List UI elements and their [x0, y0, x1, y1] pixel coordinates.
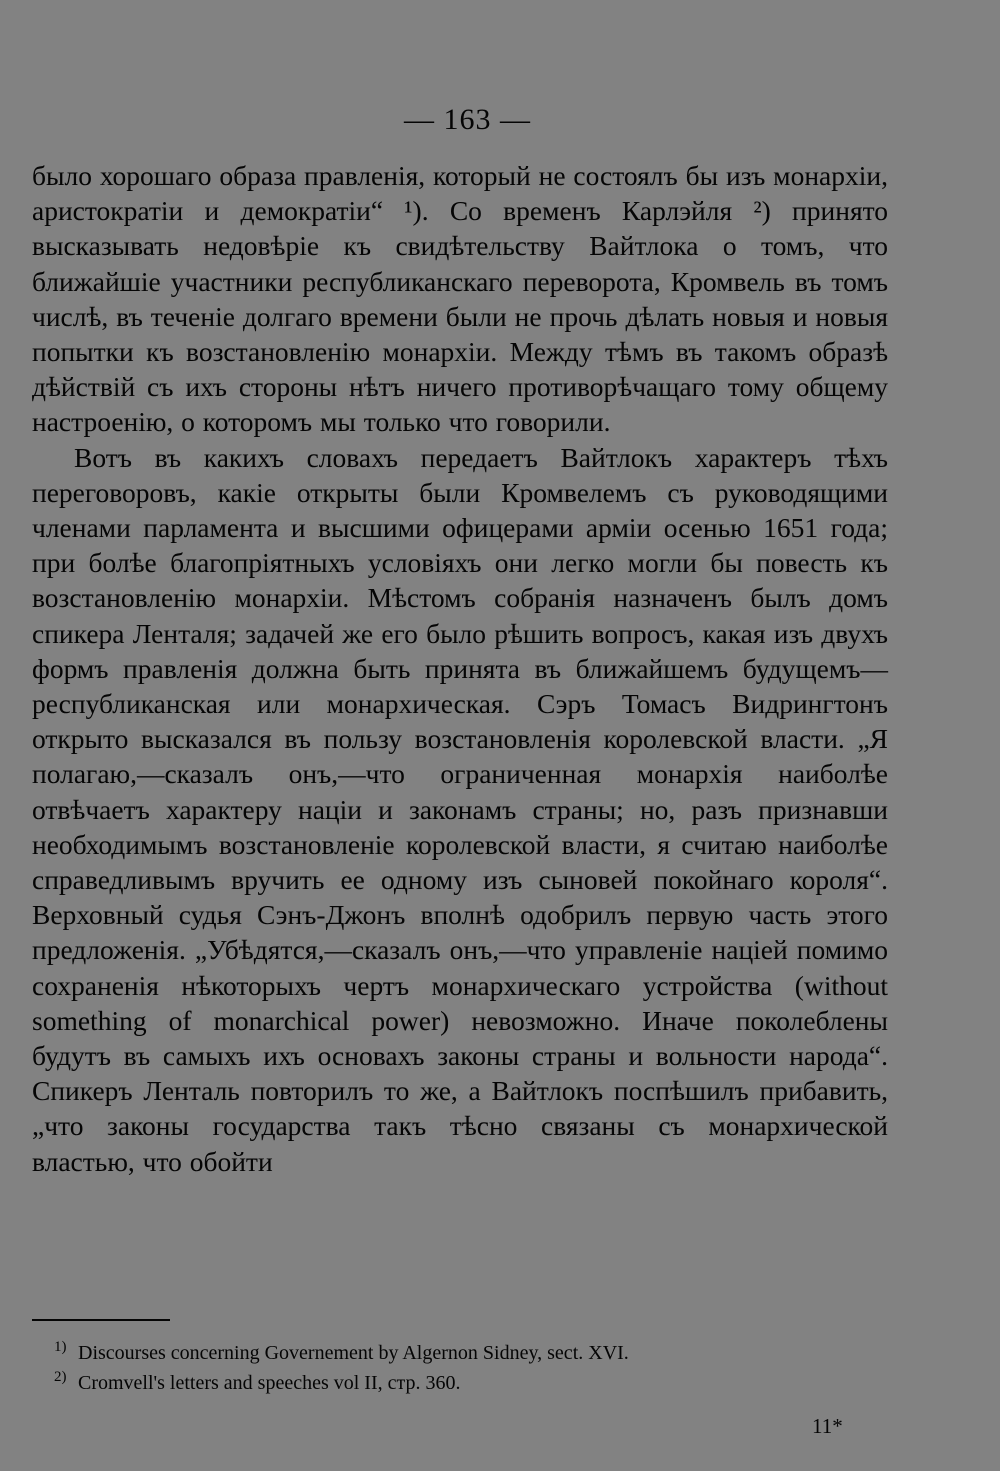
footnote-mark: 1)	[54, 1339, 67, 1355]
signature-mark: 11*	[812, 1414, 843, 1438]
page-number: — 163 —	[404, 103, 531, 136]
footnote-divider	[32, 1319, 170, 1321]
footnotes	[54, 1338, 878, 1398]
footnote-text: Cromvell's letters and speeches vol II, стр. 360.	[78, 1372, 461, 1394]
main-text	[32, 158, 888, 1179]
footnote-text: Discourses concerning Governement by Algernon Sidney, sect. XVI.	[78, 1342, 629, 1364]
footnote-mark: 2)	[54, 1369, 67, 1385]
paragraph-continued: было хорошаго образа правленія, который не состоялъ бы изъ монархіи, аристократіи и демократіи“ ¹). Со временъ Карлэйля ²) принято высказывать недовѣріе къ свидѣтельству Вайтлока о томъ, что ближайшіе участники республиканскаго переворота, Кромвель въ томъ числѣ, въ теченіе долгаго времени были не прочь дѣлать новыя и новыя попытки къ возстановленію монархіи. Между тѣмъ въ такомъ образѣ дѣйствій съ ихъ стороны нѣтъ ничего противорѣчащаго тому общему настроенію, о которомъ мы только что говорили.	[32, 160, 888, 438]
footnote-item	[54, 1368, 878, 1398]
paragraph: Вотъ въ какихъ словахъ передаетъ Вайтлокъ характеръ тѣхъ переговоровъ, какіе открыты были Кромвелемъ съ руководящими членами парламента и высшими офицерами арміи осенью 1651 года; при болѣе благопріятныхъ условіяхъ они легко могли бы повесть къ возстановленію монархіи. Мѣстомъ собранія назначенъ былъ домъ спикера Ленталя; задачей же его было рѣшить вопросъ, какая изъ двухъ формъ правленія должна быть принята въ ближайшемъ будущемъ—республиканская или монархическая. Сэръ Томасъ Видрингтонъ открыто высказался въ пользу возстановленія королевской власти. „Я полагаю,—сказалъ онъ,—что ограниченная монархія наиболѣе отвѣчаетъ характеру націи и законамъ страны; но, разъ признавши необходимымъ возстановленіе королевской власти, я считаю наиболѣе справедливымъ вручить ее одному изъ сыновей покойнаго короля“. Верховный судья Сэнъ-Джонъ вполнѣ одобрилъ первую часть этого предложенія. „Убѣдятся,—сказалъ онъ,—что управленіе націей помимо сохраненія нѣкоторыхъ чертъ монархическаго устройства (without something of monarchical power) невозможно. Иначе поколеблены будутъ въ самыхъ ихъ основахъ законы страны и вольности народа“. Спикеръ Ленталь повторилъ то же, а Вайтлокъ поспѣшилъ прибавить, „что законы государства такъ тѣсно связаны съ монархической властью, что обойти	[32, 441, 888, 1177]
footnote-item	[54, 1338, 878, 1368]
